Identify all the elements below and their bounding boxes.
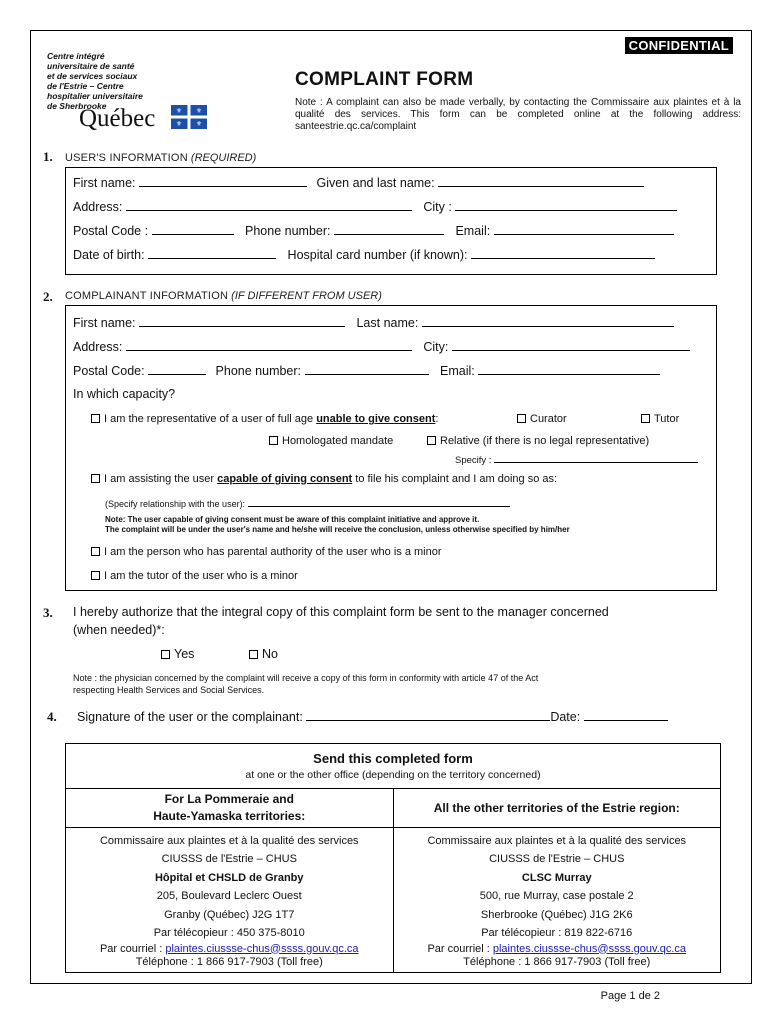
user-dob-row: Date of birth: Hospital card number (if known): (73, 247, 655, 262)
complainant-address-row: Address: City: (73, 339, 690, 354)
quebec-flag-icon (171, 105, 207, 129)
user-address-row: Address: City : (73, 199, 677, 214)
option-homologated: Homologated mandate (269, 435, 393, 447)
header-note: Note : A complaint can also be made verbally, by contacting the Commissaire aux plaintes et à la qualité des services. This form can be completed online at the following address: santeestrie.qc.ca/complaint (295, 97, 741, 132)
relative-checkbox[interactable] (427, 436, 436, 445)
physician-note-2: respecting Health Services and Social Services. (73, 685, 265, 695)
option-parental: I am the person who has parental authority of the user who is a minor (91, 546, 442, 558)
user-address-field[interactable] (126, 199, 412, 211)
page-number: Page 1 de 2 (600, 990, 660, 1002)
curator-checkbox[interactable] (517, 414, 526, 423)
user-first-name-row: First name: Given and last name: (73, 175, 644, 190)
option-no: No (249, 647, 278, 661)
left-office-heading: For La Pommeraie and Haute-Yamaska territories: (66, 789, 394, 828)
minor-tutor-checkbox[interactable] (91, 571, 100, 580)
relationship-field[interactable] (248, 497, 510, 507)
svg-text:⚜: ⚜ (195, 121, 203, 128)
right-office-heading: All the other territories of the Estrie region: (393, 789, 721, 828)
capacity-question: In which capacity? (73, 387, 176, 401)
authorize-text-2: (when needed)*: (73, 623, 165, 637)
send-subtitle: at one or the other office (depending on the territory concerned) (245, 769, 541, 781)
svg-text:⚜: ⚜ (195, 108, 203, 115)
user-postal-code-field[interactable] (152, 223, 234, 235)
complainant-address-field[interactable] (126, 339, 412, 351)
signature-row: Signature of the user or the complainant: Date: (77, 709, 668, 724)
no-checkbox[interactable] (249, 650, 258, 659)
form-title: COMPLAINT FORM (295, 69, 474, 90)
consent-note-1: Note: The user capable of giving consent must be aware of this complaint initiative and approve it. (105, 515, 480, 524)
authorize-text-1: I hereby authorize that the integral copy of this complaint form be sent to the manager concerned (73, 605, 609, 619)
complainant-first-name-field[interactable] (139, 315, 345, 327)
option-curator: Curator (517, 413, 567, 425)
svg-text:⚜: ⚜ (175, 108, 183, 115)
user-phone-field[interactable] (334, 223, 444, 235)
section3-number: 3. (43, 605, 53, 620)
option-tutor: Tutor (641, 413, 679, 425)
complainant-name-row: First name: Last name: (73, 315, 674, 330)
complainant-email-field[interactable] (478, 363, 660, 375)
option-relative: Relative (if there is no legal representative) (427, 435, 649, 447)
quebec-logo-text: Québec (79, 105, 156, 132)
tutor-checkbox[interactable] (641, 414, 650, 423)
left-office-details: Commissaire aux plaintes et à la qualité des services CIUSSS de l'Estrie – CHUS Hôpital et CHSLD de Granby 205, Boulevard Leclerc Ouest Granby (Québec) J2G 1T7 Par télécopieur : 450 375-8010 Par courriel : plaintes.ciussse-chus@ssss.gouv.qc.ca Téléphone : 1 866 917-7903 (Toll free) (66, 828, 394, 973)
physician-note-1: Note : the physician concerned by the complaint will receive a copy of this form in conformity with article 47 of the Act (73, 673, 539, 683)
user-hospital-card-field[interactable] (471, 247, 655, 259)
section2-number: 2. (43, 289, 53, 304)
option-assisting: I am assisting the user capable of giving consent to file his complaint and I am doing so as: (91, 473, 557, 485)
representative-checkbox[interactable] (91, 414, 100, 423)
user-first-name-field[interactable] (139, 175, 307, 187)
date-field[interactable] (584, 709, 668, 721)
option-representative: I am the representative of a user of full age unable to give consent: (91, 413, 438, 425)
signature-field[interactable] (306, 709, 550, 721)
relationship-row: (Specify relationship with the user): (105, 497, 510, 509)
relative-specify-row: Specify : (455, 453, 698, 466)
consent-note-2: The complaint will be under the user's name and he/she will receive the conclusion, unless otherwise specified by him/her (105, 525, 570, 534)
svg-text:⚜: ⚜ (175, 121, 183, 128)
relative-specify-field[interactable] (494, 453, 698, 463)
complainant-last-name-field[interactable] (422, 315, 674, 327)
user-last-name-field[interactable] (438, 175, 644, 187)
form-frame (30, 30, 752, 984)
section4-number: 4. (47, 709, 57, 724)
send-title: Send this completed form (313, 751, 473, 766)
user-contact-row: Postal Code : Phone number: Email: (73, 223, 674, 238)
confidential-label: CONFIDENTIAL (625, 37, 733, 54)
option-yes: Yes (161, 647, 194, 661)
section2-heading: COMPLAINANT INFORMATION (IF DIFFERENT FROM USER) (65, 290, 382, 302)
user-city-field[interactable] (455, 199, 677, 211)
complainant-contact-row: Postal Code: Phone number: Email: (73, 363, 660, 378)
yes-checkbox[interactable] (161, 650, 170, 659)
section1-number: 1. (43, 149, 53, 164)
homologated-checkbox[interactable] (269, 436, 278, 445)
parental-checkbox[interactable] (91, 547, 100, 556)
right-email-link[interactable]: plaintes.ciussse-chus@ssss.gouv.qc.ca (492, 942, 687, 955)
left-email-link[interactable]: plaintes.ciussse-chus@ssss.gouv.qc.ca (165, 942, 359, 955)
send-header-cell (66, 744, 721, 789)
complainant-phone-field[interactable] (305, 363, 429, 375)
send-form-table (65, 743, 721, 973)
right-office-details: Commissaire aux plaintes et à la qualité des services CIUSSS de l'Estrie – CHUS CLSC Murray 500, rue Murray, case postale 2 Sherbrooke (Québec) J1G 2K6 Par télécopieur : 819 822-6716 Par courriel : plaintes.ciussse-chus@ssss.gouv.qc.ca Téléphone : 1 866 917-7903 (Toll free) (393, 828, 721, 973)
user-email-field[interactable] (494, 223, 674, 235)
organization-name: Centre intégré universitaire de santé et de services sociaux de l'Estrie – Centre hospitalier universitaire de Sherbrooke (47, 51, 143, 111)
complainant-postal-code-field[interactable] (148, 363, 206, 375)
user-dob-field[interactable] (148, 247, 276, 259)
assisting-checkbox[interactable] (91, 474, 100, 483)
option-minor-tutor: I am the tutor of the user who is a minor (91, 570, 298, 582)
section1-heading: USER'S INFORMATION (REQUIRED) (65, 152, 257, 164)
complainant-city-field[interactable] (452, 339, 690, 351)
